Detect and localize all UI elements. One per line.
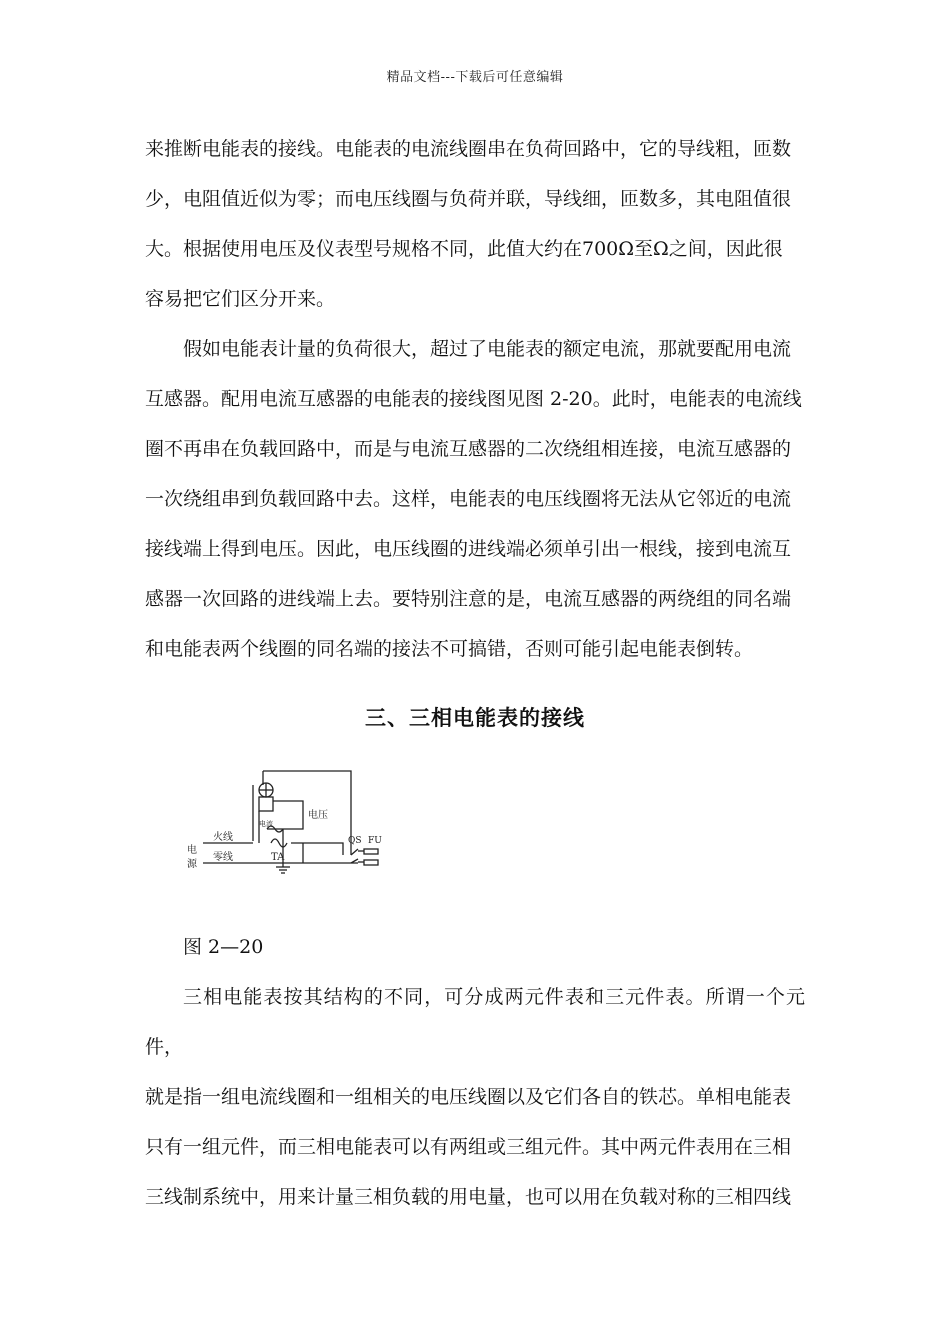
text-line: 和电能表两个线圈的同名端的接法不可搞错，否则可能引起电能表倒转。	[145, 638, 754, 660]
label-source-bottom: 源	[187, 859, 197, 870]
label-qs: QS	[348, 836, 362, 846]
label-current: 电流	[259, 820, 273, 828]
fuse-icon	[364, 849, 378, 854]
text-line: 容易把它们区分开来。	[145, 288, 336, 310]
label-voltage: 电压	[308, 810, 328, 821]
section-title: 三、三相电能表的接线	[365, 705, 585, 730]
label-neutral: 零线	[213, 852, 233, 863]
label-ta: TA	[271, 852, 285, 863]
text-line: 三相电能表按其结构的不同，可分成两元件表和三元件表。所谓一个元件，	[145, 986, 805, 1058]
text-line: 圈不再串在负载回路中，而是与电流互感器的二次绕组相连接，电流互感器的	[145, 438, 792, 460]
transformer-loop	[271, 839, 287, 847]
text-line: 三线制系统中，用来计量三相负载的用电量，也可以用在负载对称的三相四线	[145, 1186, 792, 1208]
page-header: 精品文档---下载后可任意编辑	[386, 70, 564, 85]
label-live: 火线	[213, 832, 233, 843]
label-fu: FU	[368, 836, 382, 846]
text-line: 一次绕组串到负载回路中去。这样，电能表的电压线圈将无法从它邻近的电流	[145, 488, 792, 510]
text-line: 互感器。配用电流互感器的电能表的接线图见图 2-20。此时，电能表的电流线	[145, 388, 802, 410]
text-line: 大。根据使用电压及仪表型号规格不同，此值大约在700Ω至Ω之间，因此很	[145, 238, 783, 260]
qs-switch	[351, 849, 358, 855]
label-source-top: 电	[187, 845, 197, 856]
text-line: 只有一组元件，而三相电能表可以有两组或三组元件。其中两元件表用在三相	[145, 1136, 792, 1158]
text-line: 感器一次回路的进线端上去。要特别注意的是，电流互感器的两绕组的同名端	[145, 588, 792, 610]
text-line: 就是指一组电流线圈和一组相关的电压线圈以及它们各自的铁芯。单相电能表	[145, 1086, 792, 1108]
figure-caption: 图 2—20	[183, 936, 264, 958]
wiring-diagram-figure	[183, 763, 398, 883]
text-line: 假如电能表计量的负荷很大，超过了电能表的额定电流，那就要配用电流	[183, 338, 792, 360]
paragraph-meter-wiring	[145, 124, 805, 324]
text-line: 接线端上得到电压。因此，电压线圈的进线端必须单引出一根线，接到电流互	[145, 538, 792, 560]
wiring-diagram	[183, 763, 398, 883]
paragraph-current-transformer	[145, 324, 805, 674]
text-line: 少，电阻值近似为零；而电压线圈与负荷并联，导线细，匝数多，其电阻值很	[145, 188, 792, 210]
text-line: 来推断电能表的接线。电能表的电流线圈串在负荷回路中，它的导线粗，匝数	[145, 138, 792, 160]
paragraph-three-phase	[145, 972, 805, 1222]
